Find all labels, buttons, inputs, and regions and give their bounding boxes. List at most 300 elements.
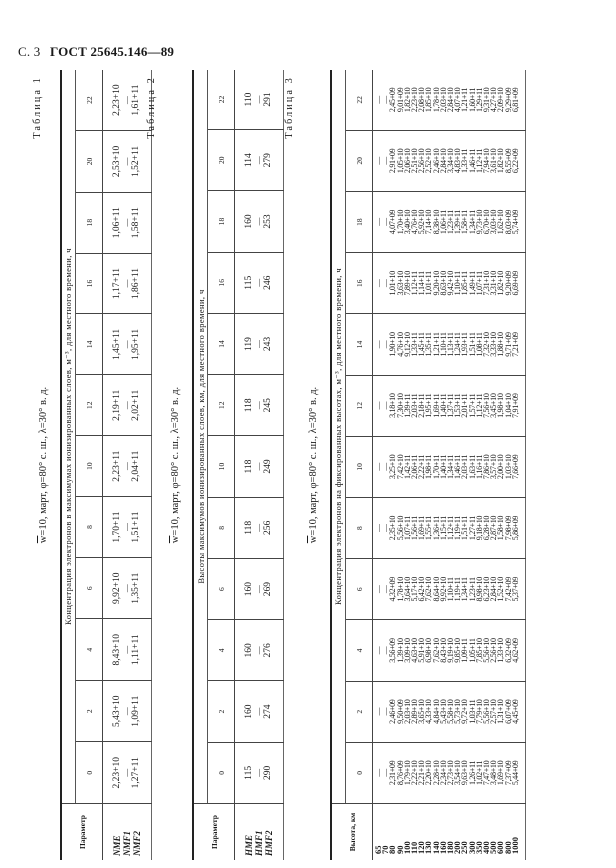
cell-value: 1,88+10 (496, 332, 506, 357)
cell-value: 1,12+11 (410, 271, 420, 296)
cell-value: 1,37+11 (446, 393, 456, 418)
data-column (373, 559, 526, 620)
cell-value: 3,63+10 (395, 271, 405, 296)
cell-value: 2,53+10 (112, 145, 122, 178)
cell-value: 1,02+11 (474, 760, 484, 785)
cell-value: 1,56+11 (410, 516, 420, 541)
cell-value: 9,92+10 (112, 572, 122, 604)
cell-value: 2,03+10 (438, 87, 448, 113)
cell-value: — (374, 401, 383, 410)
column-header-hour: 6 (76, 557, 103, 619)
cell-value: 2,19+11 (112, 389, 122, 421)
cell-value: 2,23+10 (112, 84, 122, 116)
cell-value: 8,98+10 (474, 577, 484, 602)
cell-value: — (374, 463, 383, 471)
data-cell (235, 497, 284, 558)
cell-value: 5,74+09 (510, 209, 520, 235)
cell-value: 110 (244, 92, 254, 107)
cell-value: 1,35+11 (424, 332, 434, 357)
cell-value: 1,19+11 (453, 577, 463, 602)
cell-value: 9,42+10 (446, 271, 456, 296)
cell-value: 2,20+10 (424, 760, 434, 786)
cell-value: 3,54+10 (453, 760, 463, 786)
cell-value: 249 (263, 459, 273, 474)
data-cell (103, 680, 152, 742)
cell-value: 2,84+10 (446, 87, 456, 113)
cell-value: 5,56+10 (482, 638, 492, 663)
data-cell (235, 191, 284, 252)
table-1-condition: $\overline{w}=10$, март, φ=80° с. ш., λ=30° в. д. (38, 386, 49, 544)
cell-value: 6,70+10 (482, 209, 492, 235)
column-header-hour: 8 (76, 497, 103, 558)
cell-value: 256 (263, 520, 273, 535)
cell-value: 291 (263, 92, 273, 107)
cell-value: 9,12+10 (402, 332, 412, 357)
cell-value: 1,36+11 (431, 516, 441, 541)
table-1 (60, 70, 152, 860)
page-header (18, 44, 174, 60)
cell-value: 1,95+11 (424, 393, 434, 418)
cell-value: 7,91+09 (510, 393, 520, 418)
cell-value: 8,64+10 (431, 577, 441, 602)
cell-value: 1,10+11 (453, 271, 463, 296)
cell-value: 5,43+10 (438, 699, 448, 724)
cell-value: 3,18+10 (388, 393, 398, 418)
column-header-hour: 20 (208, 130, 235, 191)
cell-value: 2,46+10 (431, 148, 441, 174)
altitude-label: 800 (502, 841, 513, 854)
cell-value: 1,27+11 (467, 516, 477, 541)
data-cell (235, 620, 284, 681)
data-column (373, 314, 526, 375)
cell-value: 1,06+11 (112, 207, 122, 239)
cell-value: 1,04+10 (503, 393, 513, 418)
table-2-condition: $\overline{w}=10$, март, φ=80° с. ш., λ=30° в. д. (170, 386, 181, 544)
altitude-label: 600 (495, 841, 506, 854)
column-header-hour: 22 (208, 70, 235, 130)
altitude-label: 90 (394, 845, 405, 854)
cell-value: — (254, 768, 263, 777)
cell-value: 1,24+11 (453, 332, 463, 357)
column-header-hour: 22 (76, 70, 103, 131)
cell-value: 7,89+10 (402, 271, 412, 296)
cell-value: — (254, 462, 263, 471)
table-1-caption: Концентрация электронов в максимумах ионизированных слоев, м⁻³, для местного времени, ч (61, 70, 76, 804)
data-column (373, 681, 526, 742)
cell-value: 160 (244, 581, 254, 597)
altitude-label: 400 (481, 841, 492, 854)
data-cell (103, 619, 152, 681)
param-header: Параметр (61, 804, 103, 861)
cell-value: 118 (244, 398, 254, 413)
cell-value: — (254, 707, 263, 716)
column-header-hour: 18 (208, 191, 235, 252)
cell-value: 2,34+10 (438, 760, 448, 786)
cell-value: — (374, 585, 383, 594)
cell-value: 2,52+10 (424, 148, 434, 174)
cell-value: 1,05+11 (467, 638, 477, 663)
cell-value: 2,28+10 (431, 760, 441, 786)
cell-value: — (374, 646, 383, 655)
altitude-label: 500 (488, 841, 499, 854)
cell-value: 1,35+11 (131, 572, 141, 604)
cell-value: 1,39+10 (395, 638, 405, 663)
cell-value: 1,12+11 (474, 148, 484, 173)
cell-value: 6,07+09 (503, 699, 513, 724)
table-1-column-headers (76, 70, 103, 860)
data-cell (103, 557, 152, 619)
altitude-label: 350 (473, 841, 484, 854)
cell-value: 5,86+09 (510, 515, 520, 541)
cell-value: 1,98+11 (424, 454, 434, 479)
cell-value: 1,19+11 (453, 516, 463, 541)
cell-value: 2,23+10 (410, 87, 420, 113)
cell-value: 1,10+11 (438, 332, 448, 357)
cell-value: 1,52+10 (496, 577, 506, 602)
cell-value: — (381, 218, 391, 226)
cell-value: 3,48+10 (489, 760, 499, 786)
cell-value: 1,82+10 (496, 148, 506, 174)
cell-value: 1,98+10 (496, 393, 506, 418)
cell-value: 1,11+11 (131, 634, 141, 666)
cell-value: 7,31+10 (482, 271, 492, 296)
cell-value: — (122, 645, 131, 654)
cell-value: — (381, 401, 391, 410)
cell-value: 115 (244, 275, 254, 290)
cell-value: 1,86+11 (131, 267, 141, 300)
cell-value: — (122, 462, 131, 471)
cell-value: 1,57+11 (467, 393, 477, 418)
cell-value: 7,66+09 (510, 454, 520, 480)
table-3-row (373, 70, 526, 860)
table-3-label: Таблица 3 (284, 76, 295, 139)
column-header-hour: 0 (208, 742, 235, 803)
cell-value: 6,28+10 (482, 515, 492, 541)
cell-value: — (254, 217, 263, 226)
cell-value: 3,09+10 (402, 638, 412, 663)
cell-value: 3,65+10 (417, 699, 427, 724)
cell-value: — (374, 769, 383, 777)
table-2 (192, 70, 284, 860)
cell-value: 269 (263, 581, 273, 597)
cell-value: 1,79+10 (402, 760, 412, 786)
cell-value: 1,01+10 (388, 271, 398, 296)
cell-value: 1,40+11 (438, 454, 448, 479)
cell-value: 8,03+09 (503, 209, 513, 235)
cell-value: 1,45+11 (112, 328, 122, 360)
table-2-label: Таблица 2 (146, 76, 157, 139)
altitude-label: 100 (401, 841, 412, 854)
cell-value: 2,84+10 (438, 148, 448, 174)
cell-value: 7,62+10 (424, 577, 434, 602)
cell-value: 7,42+10 (395, 454, 405, 480)
cell-value: — (381, 646, 391, 655)
cell-value: 3,03+10 (489, 209, 499, 235)
cell-value: 1,82+10 (496, 271, 506, 296)
altitude-label: 130 (423, 841, 434, 854)
cell-value: 279 (263, 153, 273, 168)
cell-value: 6,81+09 (510, 87, 520, 113)
cell-value: 1,58+11 (460, 210, 470, 235)
data-cell (235, 681, 284, 742)
cell-value: — (381, 157, 391, 165)
cell-value: 1,53+11 (453, 393, 463, 418)
cell-value: 7,21+09 (510, 332, 520, 357)
cell-value: 7,79+10 (474, 699, 484, 724)
cell-value: 274 (263, 704, 273, 719)
cell-value: 253 (263, 214, 273, 229)
cell-value: 4,84+10 (431, 699, 441, 724)
cell-value: 1,40+11 (438, 393, 448, 418)
cell-value: — (381, 340, 391, 349)
data-cell (235, 742, 284, 803)
page-number: С. 3 (18, 44, 41, 59)
cell-value: 1,69+11 (431, 393, 441, 418)
cell-value: 9,71+09 (503, 332, 513, 357)
cell-value: 1,45+11 (417, 332, 427, 357)
cell-value: 245 (263, 398, 273, 413)
cell-value: 2,35+10 (388, 515, 398, 541)
cell-value: 246 (263, 275, 273, 290)
altitude-label: 200 (452, 841, 463, 854)
cell-value: 1,07+11 (474, 271, 484, 296)
column-header-hour: 10 (208, 436, 235, 497)
table-3 (330, 70, 526, 860)
cell-value: 243 (263, 336, 273, 352)
cell-value: 2,09+10 (496, 87, 506, 113)
table-3-caption: Концентрация электронов на фиксированных высотах, м⁻³, для местного времени, ч (331, 70, 346, 804)
data-cell (103, 742, 152, 804)
cell-value: 2,51+10 (410, 148, 420, 174)
cell-value: — (381, 585, 391, 594)
cell-value: 2,87+10 (489, 515, 499, 541)
cell-value: 3,34+10 (446, 148, 456, 174)
cell-value: 1,95+11 (131, 328, 141, 360)
cell-value: — (122, 279, 131, 288)
data-cell (103, 70, 152, 131)
cell-value: 2,91+09 (388, 148, 398, 174)
cell-value: 1,23+11 (446, 210, 456, 235)
data-column (373, 253, 526, 314)
cell-value: 1,05+10 (395, 148, 405, 174)
cell-value: 1,33+10 (496, 638, 506, 663)
cell-value: 5,56+10 (395, 515, 405, 541)
cell-value: — (374, 524, 383, 532)
cell-value: 114 (244, 153, 254, 168)
cell-value: 2,31+09 (388, 760, 398, 786)
cell-value: 3,64+10 (402, 577, 412, 602)
altitude-label: 140 (430, 841, 441, 854)
data-column (373, 436, 526, 497)
cell-value: — (254, 523, 263, 532)
cell-value: 1,03+11 (467, 699, 477, 724)
table-2-block (146, 70, 284, 860)
cell-value: 1,21+11 (431, 332, 441, 357)
cell-value: 7,98+09 (503, 515, 513, 541)
column-header-hour: 20 (346, 130, 373, 191)
cell-value: 9,50+09 (395, 699, 405, 724)
altitude-label: 70 (380, 845, 391, 854)
cell-value: — (374, 279, 383, 288)
cell-value: 1,51+11 (467, 332, 477, 357)
cell-value: 1,33+11 (410, 332, 420, 357)
cell-value: 9,31+10 (482, 87, 492, 113)
cell-value: 1,82+10 (402, 87, 412, 113)
cell-value: 1,69+10 (496, 760, 506, 786)
column-header-hour: 6 (346, 559, 373, 620)
cell-value: 2,84+10 (489, 577, 499, 602)
cell-value: 1,93+11 (460, 332, 470, 357)
cell-value: 6,69+09 (510, 271, 520, 296)
cell-value: 1,90+10 (388, 332, 398, 357)
column-header-hour: 8 (346, 497, 373, 558)
column-header-hour: 16 (76, 253, 103, 314)
cell-value: 6,22+09 (510, 148, 520, 174)
cell-value: 1,03+10 (503, 454, 513, 480)
cell-value: 6,32+09 (503, 638, 513, 663)
altitude-values (373, 804, 526, 861)
data-cell (103, 497, 152, 558)
cell-value: 7,37+09 (503, 760, 513, 786)
cell-value: 1,06+11 (438, 210, 448, 235)
data-cell (103, 192, 152, 253)
cell-value: 1,55+11 (424, 516, 434, 541)
column-header-hour: 6 (208, 558, 235, 619)
cell-value: 276 (263, 643, 273, 658)
cell-value: 9,63+10 (460, 760, 470, 786)
cell-value: 1,85+11 (460, 271, 470, 296)
cell-value: 5,73+10 (453, 699, 463, 724)
cell-value: — (122, 401, 131, 410)
cell-value: — (254, 585, 263, 594)
param-names: HME HMF1 HMF2 (235, 804, 284, 861)
cell-value: 290 (263, 765, 273, 780)
cell-value: 3,40+10 (402, 209, 412, 235)
cell-value: 9,29+09 (503, 87, 513, 113)
column-header-hour: 14 (208, 313, 235, 374)
cell-value: 5,17+10 (410, 577, 420, 602)
cell-value: 1,09+11 (131, 695, 141, 727)
data-column (373, 70, 526, 130)
cell-value: 2,21+10 (417, 760, 427, 786)
cell-value: 1,52+11 (131, 145, 141, 177)
altitude-label: 180 (445, 841, 456, 854)
cell-value: 160 (244, 643, 254, 658)
table-1-label: Таблица 1 (32, 76, 43, 139)
cell-value: — (381, 96, 391, 104)
cell-value: 9,20+10 (431, 271, 441, 296)
cell-value: — (122, 707, 131, 716)
cell-value: 160 (244, 214, 254, 229)
cell-value: 1,51+11 (131, 511, 141, 543)
cell-value: 3,56+09 (388, 638, 398, 663)
cell-value: 7,86+10 (482, 454, 492, 480)
table-3-condition: $\overline{w}=10$, март, φ=80° с. ш., λ=30° в. д. (308, 386, 319, 544)
cell-value: 9,73+10 (474, 209, 484, 235)
cell-value: 9,72+10 (460, 699, 470, 724)
cell-value: 8,63+10 (438, 271, 448, 296)
cell-value: 5,92+10 (417, 209, 427, 235)
cell-value: 2,56+10 (489, 638, 499, 663)
cell-value: 5,44+09 (510, 760, 520, 786)
cell-value: 1,33+11 (460, 148, 470, 173)
cell-value: 4,33+10 (424, 699, 434, 724)
cell-value: — (374, 340, 383, 349)
cell-value: 4,45+09 (510, 699, 520, 724)
cell-value: 7,85+10 (474, 638, 484, 663)
table-1-block (28, 70, 152, 860)
cell-value: 1,70+10 (395, 209, 405, 235)
cell-value: 4,76+10 (410, 209, 420, 235)
cell-value: 8,38+10 (431, 209, 441, 235)
cell-value: 2,03+10 (402, 699, 412, 724)
table-1-row (103, 70, 152, 860)
cell-value: 1,60+11 (467, 87, 477, 112)
altitude-label: 1000 (509, 837, 520, 854)
cell-value: 8,55+09 (503, 148, 513, 174)
cell-value: 4,83+10 (453, 148, 463, 174)
cell-value: 2,57+10 (489, 699, 499, 724)
cell-value: 1,34+11 (467, 210, 477, 235)
cell-value: 4,27+10 (489, 87, 499, 113)
cell-value: 1,51+11 (460, 516, 470, 541)
cell-value: — (254, 401, 263, 410)
cell-value: 1,14+11 (417, 271, 427, 296)
cell-value: 7,47+10 (482, 760, 492, 786)
cell-value: 9,19+10 (446, 638, 456, 663)
cell-value: — (122, 218, 131, 227)
column-header-hour: 2 (208, 681, 235, 742)
data-cell (235, 375, 284, 436)
cell-value: 7,62+10 (431, 638, 441, 663)
data-column (373, 375, 526, 436)
cell-value: 3,45+10 (489, 393, 499, 418)
cell-value: 1,01+11 (424, 271, 434, 296)
column-header-hour: 4 (346, 620, 373, 681)
cell-value: 1,42+11 (402, 454, 412, 479)
column-header-hour: 2 (346, 681, 373, 742)
cell-value: 8,76+09 (395, 760, 405, 786)
cell-value: 4,63+10 (410, 638, 420, 663)
cell-value: 4,62+09 (510, 638, 520, 663)
cell-value: 1,70+11 (112, 511, 122, 543)
altitude-header: Высота, км (331, 804, 373, 861)
column-header-hour: 18 (346, 191, 373, 252)
cell-value: 3,61+10 (489, 148, 499, 174)
cell-value: 1,31+10 (496, 699, 506, 724)
cell-value: 1,07+11 (402, 516, 412, 541)
cell-value: 1,70+11 (431, 454, 441, 479)
data-column (373, 191, 526, 252)
table-3-column-headers (346, 70, 373, 860)
cell-value: 2,89+10 (410, 699, 420, 724)
cell-value: — (374, 218, 383, 226)
cell-value: 1,12+11 (446, 516, 456, 541)
cell-value: 1,29+11 (474, 87, 484, 112)
cell-value: 1,58+11 (131, 207, 141, 239)
cell-value: — (122, 768, 131, 777)
cell-value: 1,08+11 (474, 332, 484, 357)
column-header-hour: 0 (76, 742, 103, 804)
cell-value: 3,33+10 (489, 332, 499, 357)
data-cell (103, 375, 152, 436)
column-header-hour: 20 (76, 131, 103, 193)
cell-value: 1,78+10 (395, 577, 405, 602)
standard-number: ГОСТ 25645.146—89 (49, 44, 175, 59)
cell-value: 2,45+09 (388, 87, 398, 113)
cell-value: 4,07+09 (388, 209, 398, 235)
cell-value: 1,39+11 (402, 393, 412, 418)
